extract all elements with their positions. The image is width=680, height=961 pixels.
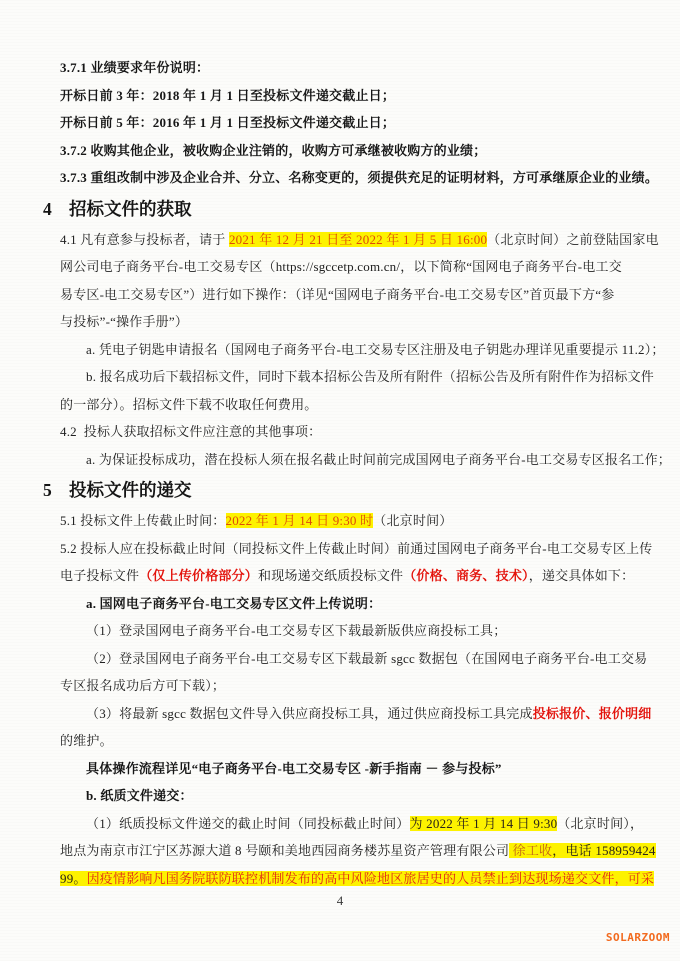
text-segment: （北京时间）之前登陆国家电 (487, 231, 659, 247)
page-number: 4 (336, 893, 344, 908)
text-segment: 网公司电子商务平台-电工交易专区（https://sgccetp.com.cn/，以下简称“国网电子商务平台-电工交 (60, 259, 622, 274)
text-line (60, 782, 636, 810)
text-segment: a. 国网电子商务平台-电工交易专区文件上传说明： (86, 595, 382, 611)
text-segment: ，递交具体如下： (528, 568, 635, 583)
text-line (60, 590, 636, 618)
text-line (60, 308, 636, 336)
watermark: SOLARZOOM (605, 931, 670, 944)
text-line (60, 54, 636, 82)
highlighted-text: ，电话 158959424 (552, 843, 656, 858)
text-line (60, 418, 636, 446)
text-line (60, 727, 636, 755)
text-segment: b. 报名成功后下载招标文件，同时下载本招标公告及所有附件（招标公告及所有附件作为招标文件 (86, 369, 655, 384)
text-line (60, 865, 655, 893)
text-line (60, 164, 659, 192)
text-line (60, 700, 652, 728)
highlighted-text: 因疫情影响凡国务院联防联控机制发布的高中风险地区旅居史的人员禁止到达现场递交文件，可采 (86, 870, 655, 886)
text-line (60, 109, 636, 137)
text-segment: 具体操作流程详见“电子商务平台-电工交易专区 -新手指南 － 参与投标” (86, 760, 502, 776)
section-title: 投标文件的递交 (69, 480, 192, 500)
text-segment: 电子投标文件 (60, 568, 140, 583)
text-line (60, 281, 636, 309)
text-segment: 3.7.1 业绩要求年份说明： (60, 60, 210, 75)
text-segment: （北京时间） (373, 513, 453, 528)
text-segment: （1）登录国网电子商务平台-电工交易专区下载最新版供应商投标工具； (86, 623, 507, 638)
text-segment: b. 纸质文件递交： (86, 788, 193, 803)
text-line (60, 755, 636, 783)
text-line (60, 391, 636, 419)
text-line (60, 507, 636, 535)
text-line (60, 562, 636, 590)
text-segment: 4.1 凡有意参与投标者，请于 (60, 231, 229, 247)
text-line (60, 645, 648, 673)
text-segment: 开标日前 5 年：2016 年 1 月 1 日至投标文件递交截止日； (60, 115, 396, 130)
text-segment: （3）将最新 sgcc 数据包文件导入供应商投标工具，通过供应商投标工具完成 (86, 705, 533, 721)
text-segment: 3.7.3 重组改制中涉及企业合并、分立、名称变更的，须提供充足的证明材料，方可承继原企业的业绩。 (60, 170, 659, 185)
document-body (43, 54, 671, 892)
text-segment: 5.2 投标人应在投标截止时间（同投标文件上传截止时间）前通过国网电子商务平台-电工交易专区上传 (60, 540, 653, 556)
text-segment: 投标报价、报价明细 (532, 705, 652, 721)
text-segment: a. 为保证投标成功，潜在投标人须在报名截止时间前完成国网电子商务平台-电工交易专区报名工作； (86, 451, 671, 467)
text-segment: 4.2 投标人获取招标文件应注意的其他事项： (60, 424, 322, 439)
section-heading (43, 192, 636, 226)
text-line (60, 253, 636, 281)
text-segment: （2）登录国网电子商务平台-电工交易专区下载最新 sgcc 数据包（在国网电子商务平台-电工交易 (86, 650, 648, 666)
text-segment: 与投标”-“操作手册”） (60, 314, 189, 329)
text-segment: 地点为南京市江宁区苏源大道 8 号颐和美地西园商务楼苏星资产管理有限公司 (60, 843, 510, 858)
text-segment: 的维护。 (60, 733, 113, 748)
text-line (60, 837, 656, 865)
text-line (60, 672, 636, 700)
text-segment: 易专区-电工交易专区”）进行如下操作：（详见“国网电子商务平台-电工交易专区”首页最下方“参 (60, 286, 615, 302)
text-segment: a. 凭电子钥匙申请报名（国网电子商务平台-电工交易专区注册及电子钥匙办理详见重要提示 11.2）； (86, 341, 665, 357)
highlighted-text: 99。 (60, 870, 87, 886)
section-title: 招标文件的获取 (69, 198, 192, 219)
text-segment: 5.1 投标文件上传截止时间： (60, 513, 226, 528)
highlighted-text: 为 2022 年 1 月 14 日 9:30 (409, 815, 558, 831)
section-heading (43, 473, 636, 507)
text-segment: 3.7.2 收购其他企业，被收购企业注销的，收购方可承继被收购方的业绩； (60, 142, 487, 158)
highlighted-text: 2022 年 1 月 14 日 9:30 时 (225, 513, 374, 528)
text-segment: （仅上传价格部分） (139, 568, 259, 583)
text-line (60, 810, 644, 838)
text-line (60, 617, 636, 645)
text-segment: 专区报名成功后方可下载）； (60, 678, 226, 693)
text-line (60, 226, 659, 254)
text-segment: 和现场递交纸质投标文件 (258, 568, 404, 583)
text-line (60, 336, 665, 364)
highlighted-text: 2021 年 12 月 21 日至 2022 年 1 月 5 日 16:00 (228, 231, 488, 247)
text-segment: （价格、商务、技术） (403, 568, 529, 583)
text-line (60, 82, 636, 110)
text-segment: 的一部分）。招标文件下载不收取任何费用。 (60, 396, 318, 412)
section-number: 5 (43, 480, 52, 500)
text-line (60, 446, 671, 474)
text-segment: （1）纸质投标文件递交的截止时间（同投标截止时间） (86, 815, 410, 831)
text-line (60, 363, 655, 391)
section-number: 4 (43, 198, 52, 219)
text-line (60, 137, 636, 165)
highlighted-text: 徐工收 (509, 843, 553, 858)
text-segment: 开标日前 3 年：2018 年 1 月 1 日至投标文件递交截止日； (60, 87, 396, 103)
text-segment: （北京时间）， (557, 815, 644, 831)
text-line (60, 535, 653, 563)
